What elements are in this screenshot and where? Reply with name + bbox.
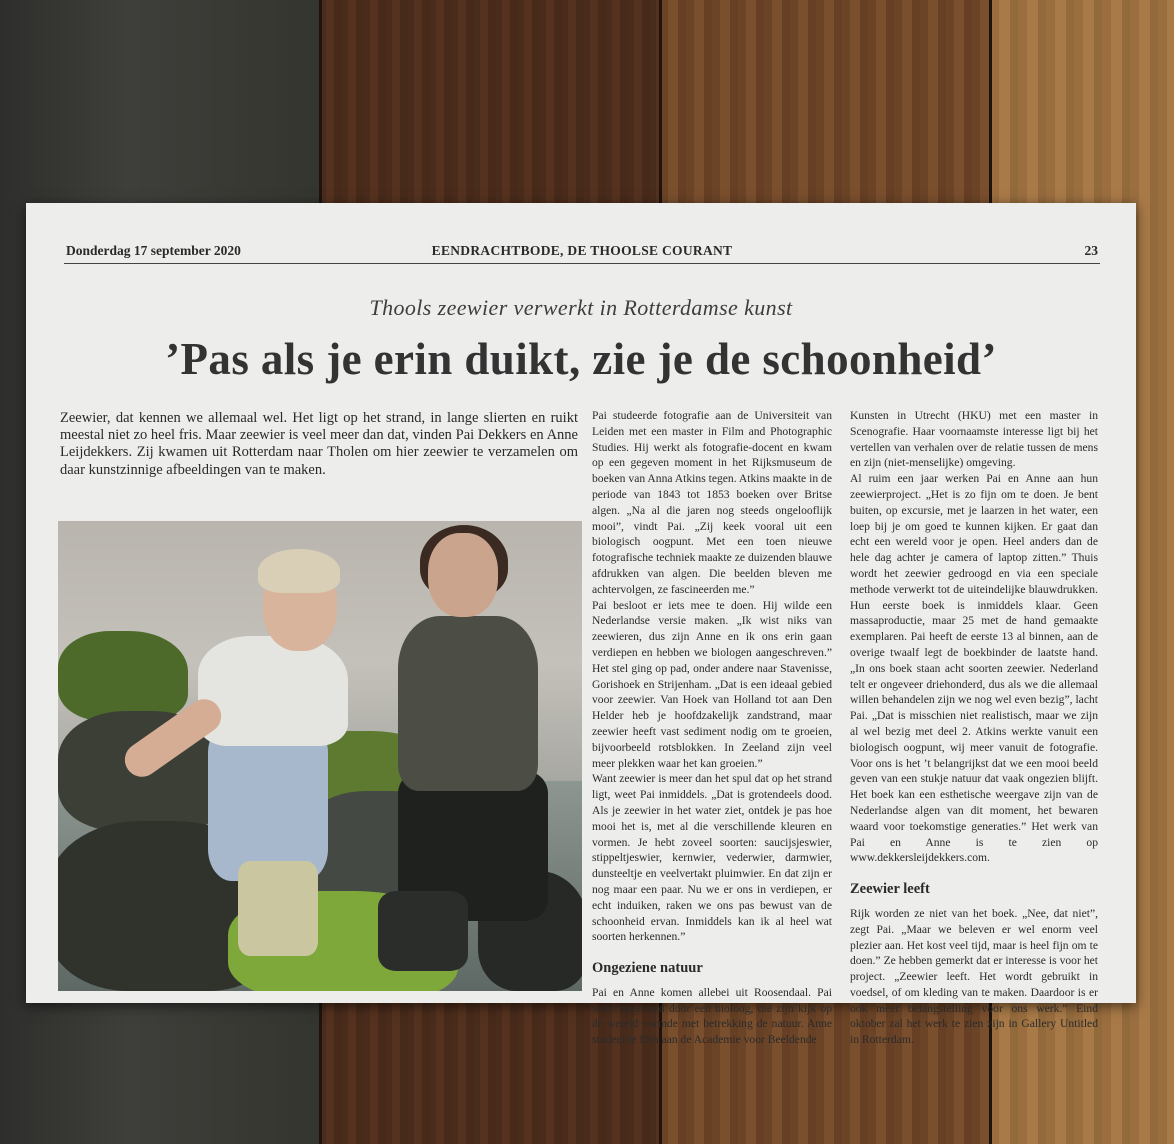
newspaper-clipping [26,203,1136,1047]
article-column-2 [592,408,832,1048]
photo-rock [58,631,188,721]
subheading: Ongeziene natuur [592,960,703,977]
paragraph: Kunsten in Utrecht (HKU) met een master in Scenografie. Haar voornaamste interesse ligt bij het vertellen van verhalen over de relatie tussen de mens en zijn (niet-menselijke) omgeving. [850,409,1098,470]
newspaper-name: EENDRACHTBODE, DE THOOLSE COURANT [431,243,733,258]
paragraph: Pai studeerde fotografie aan de Universiteit van Leiden met een master in Film and Photographic Studies. Hij werkt als fotografie-docent en kwam op een gegeven moment in het Rijksmuseum de boeken van Anna Atkins tegen. Atkins maakte in de periode van 1843 tot 1853 boeken over Britse algen. „Na al die jaren nog steeds ongelooflijk mooi”, vindt Pai. „Zij keek vooral uit een biologisch oogpunt. Met een toen nieuwe fotografische techniek maakte ze duizenden blauwe afdrukken van algen. Die beelden bleven me achtervolgen, ze fascineerden me.” [592,409,832,596]
article-kicker: Thools zeewier verwerkt in Rotterdamse kunst [369,295,793,320]
subheading: Zeewier leeft [850,881,930,898]
article-headline: ’Pas als je erin duikt, zie je de schoonheid’ [165,334,997,384]
paragraph: Al ruim een jaar werken Pai en Anne aan hun zeewierproject. „Het is zo fijn om te doen. Je bent buiten, op excursie, met je laarzen in het water, een loep bij je om goed te kunnen kijken. Er gaat dan echt een wereld voor je open. Heel anders dan de hele dag achter je camera of laptop zitten.” Thuis wordt het zeewier gedroogd en via een speciale methode verwerkt tot de uiteindelijke blauwdrukken. Hun eerste boek is inmiddels klaar. Geen massaproductie, maar 25 met de hand gemaakte exemplaren. Pai heeft de eerste 13 al binnen, aan de overige twaalf legt de boekbinder de laatste hand. „In ons boek staan acht soorten zeewier. Nederland telt er ongeveer driehonderd, dus als we die allemaal willen behandelen zijn we nog wel even bezig”, lacht Pai. „Dat is misschien niet realistisch, maar we zijn al wel bezig met deel 2. Atkins werkte vanuit een biologisch oogpunt, wij meer vanuit de fotografie. Voor ons is het ’t belangrijkst dat we een mooi beeld geven van een stukje natuur dat vaak ongezien blijft. Het boek kan een esthetische weergave zijn van de Nederlandse algen van dit moment, het bewaren waard voor toekomstige generaties.” Het werk van Pai en Anne is te zien op www.dekkersleijdekkers.com. [850,472,1098,865]
issue-date: Donderdag 17 september 2020 [66,243,241,258]
photo-woman-boots [238,861,318,956]
photo-woman-hair [258,549,340,593]
paragraph: Rijk worden ze niet van het boek. „Nee, dat niet”, zegt Pai. „Maar we beleven er wel enorm veel plezier aan. Het kost veel tijd, maar is heel fijn om te doen.” Ze hebben gemerkt dat er interesse is voor het project. „Zeewier leeft. Het wordt gebruikt in voedsel, of om kleding van te maken. Daardoor is er ook meer belangstelling voor ons werk.” Eind oktober zal het werk te zien zijn in Gallery Untitled in Rotterdam. [850,906,1098,1047]
paragraph: Want zeewier is meer dan het spul dat op het strand ligt, weet Pai inmiddels. „Dat is grotendeels dood. Als je zeewier in het water ziet, ontdek je pas hoe mooi het is, met al die verschillende kleuren en vormen. Je hebt zoveel soorten: saucijsjeswier, stippeltjeswier, kernwier, vederwier, darmwier, dunsteeltje en veelvertakt pluimwier. En dat zijn er nog maar een paar. Nu we er ons in verdiepen, er echt induiken, raken we ons pas bewust van de schoonheid ervan. Inmiddels kan ik al heel wat soorten herkennen.” [592,772,832,944]
photo-man-shirt [398,616,538,791]
article-photo [58,521,582,991]
photo-man-face [428,533,498,617]
photo-man-boots [378,891,468,971]
paragraph: Pai besloot er iets mee te doen. Hij wilde een Nederlandse versie maken. „Ik wist niks van zeewieren, dus zijn Anne en ik ons erin gaan verdiepen en hebben we biologen aangeschreven.” Het stel ging op pad, onder andere naar Stavenisse, Gorishoek en Strijenham. „Dat is een ideaal gebied voor zeewier. Van Hoek van Holland tot aan Den Helder heb je hoofdzakelijk zandstrand, maar zeewier heeft vast sediment nodig om te groeien, bijvoorbeeld rotsblokken. In Zeeland zijn veel meer plekken waar het kan groeien.” [592,598,832,770]
page-number: 23 [1084,243,1098,258]
article-column-3 [850,408,1098,1048]
article-intro: Zeewier, dat kennen we allemaal wel. Het ligt op het strand, in lange slierten en ruikt meestal niet zo heel fris. Maar zeewier is veel meer dan dat, vinden Pai Dekkers en Anne Leijdekkers. Zij kwamen uit Rotterdam naar Tholen om hier zeewier te verzamelen om daar kunstzinnige afbeeldingen van te maken. [60,410,578,478]
page-header [64,243,1100,264]
paragraph: Pai en Anne komen allebei uit Roosendaal. Pai werd opgevoed door een bioloog, die zijn kijk op de wereld vormde met betrekking de natuur. Anne studeerde film aan de Academie voor Beeldende [592,985,832,1047]
photo-woman-shirt [198,636,348,746]
